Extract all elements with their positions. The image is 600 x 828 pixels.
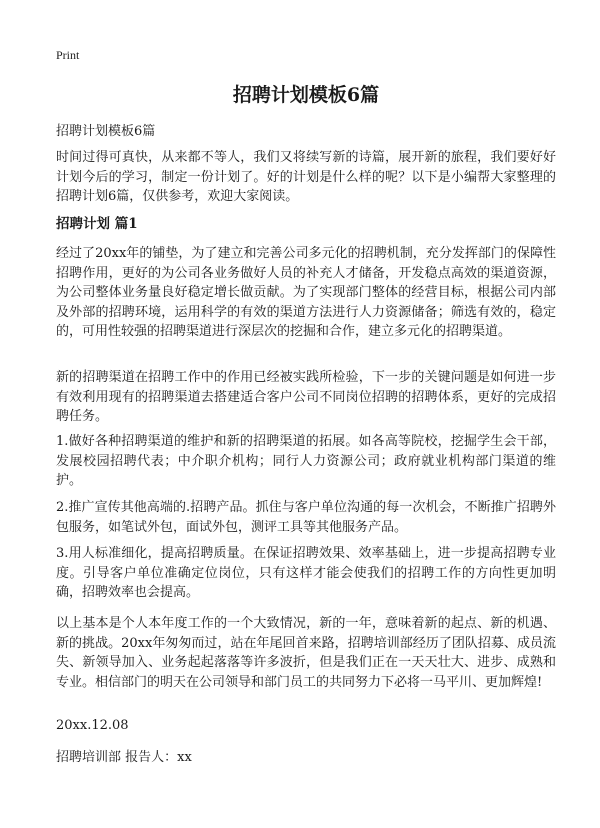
section-heading: 招聘计划 篇1 xyxy=(56,216,138,232)
report-signoff: 招聘培训部 报告人：xx xyxy=(56,750,192,765)
report-date: 20xx.12.08 xyxy=(56,718,129,733)
body-paragraph: 经过了20xx年的铺垫，为了建立和完善公司多元化的招聘机制，充分发挥部门的保障性招聘作用，更好的为公司各业务做好人员的补充人才储备，开发稳点高效的渠道资源，为公司整体业务量良好稳定增长做贡献。为了实现部门整体的经营目标，根据公司内部及外部的招聘环境，运用科学的有效的渠道方法进行人力资源储备；筛选有效的，稳定的，可用性较强的招聘渠道进行深层次的挖掘和合作，建立多元化的招聘渠道。 xyxy=(56,246,556,339)
list-paragraph: 1.做好各种招聘渠道的维护和新的招聘渠道的拓展。如各高等院校，挖掘学生会干部，发展校园招聘代表；中介职介机构；同行人力资源公司；政府就业机构部门渠道的维护。 xyxy=(56,434,556,488)
list-paragraph: 3.用人标准细化，提高招聘质量。在保证招聘效果、效率基础上，进一步提高招聘专业度。引导客户单位准确定位岗位，只有这样才能会使我们的招聘工作的方向性更加明确，招聘效率也会提高。 xyxy=(56,546,556,600)
intro-paragraph: 时间过得可真快，从来都不等人，我们又将续写新的诗篇，展开新的旅程，我们要好好计划今后的学习，制定一份计划了。好的计划是什么样的呢？以下是小编帮大家整理的招聘计划6篇，仅供参考，欢迎大家阅读。 xyxy=(56,150,556,204)
body-paragraph: 新的招聘渠道在招聘工作中的作用已经被实践所检验，下一步的关键问题是如何进一步有效利用现有的招聘渠道去搭建适合客户公司不同岗位招聘的招聘体系，更好的完成招聘任务。 xyxy=(56,370,556,424)
document-title: 招聘计划模板6篇 xyxy=(232,84,380,106)
list-paragraph: 2.推广宣传其他高端的.招聘产品。抓住与客户单位沟通的每一次机会，不断推广招聘外包服务，如笔试外包，面试外包，测评工具等其他服务产品。 xyxy=(56,500,556,535)
document-subtitle: 招聘计划模板6篇 xyxy=(56,124,156,139)
print-link[interactable]: Print xyxy=(56,48,80,62)
summary-paragraph: 以上基本是个人本年度工作的一个大致情况，新的一年，意味着新的起点、新的机遇、新的挑战。20xx年匆匆而过，站在年尾回首来路，招聘培训部经历了团队招募、成员流失、新领导加入、业务起起落落等许多波折，但是我们正在一天天壮大、进步、成熟和专业。相信部门的明天在公司领导和部门员工的共同努力下必将一马平川、更加辉煌! xyxy=(56,616,556,690)
